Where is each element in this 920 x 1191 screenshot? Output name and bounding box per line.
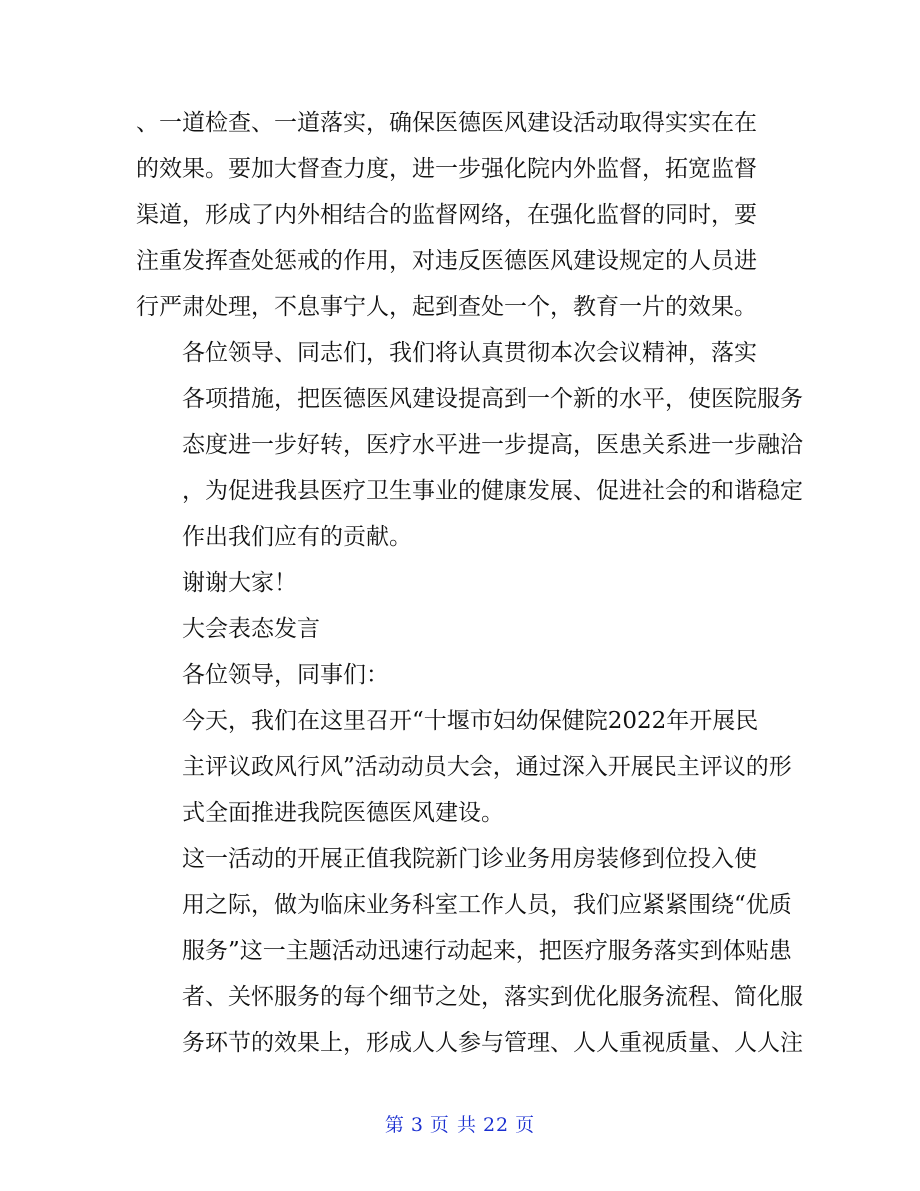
text-line: 今天，我们在这里召开“十堰市妇幼保健院2022年开展民 xyxy=(182,708,759,734)
text-line: 各项措施，把医德医风建设提高到一个新的水平，使医院服务 xyxy=(182,386,803,412)
paragraph xyxy=(136,100,786,330)
text-line: 服务”这一主题活动迅速行动起来，把医疗服务落实到体贴患 xyxy=(182,938,792,964)
text-line: 主评议政风行风”活动动员大会，通过深入开展民主评议的形 xyxy=(182,754,792,780)
document-body xyxy=(136,100,803,1066)
text-line: 、一道检查、一道落实，确保医德医风建设活动取得实实在在 xyxy=(136,110,757,136)
paragraph xyxy=(136,606,786,652)
paragraph xyxy=(136,836,803,1066)
text-line: 注重发挥查处惩戒的作用，对违反医德医风建设规定的人员进 xyxy=(136,248,757,274)
text-line: 用之际，做为临床业务科室工作人员，我们应紧紧围绕“优质 xyxy=(182,892,792,918)
footer-page-number: 3 xyxy=(410,1114,424,1136)
text-line: 态度进一步好转，医疗水平进一步提高，医患关系进一步融洽 xyxy=(182,432,803,458)
text-line: ，为促进我县医疗卫生事业的健康发展、促进社会的和谐稳定 xyxy=(182,478,803,504)
text-line: 大会表态发言 xyxy=(182,616,320,642)
text-line: 式全面推进我院医德医风建设。 xyxy=(182,800,504,826)
text-line: 者、关怀服务的每个细节之处，落实到优化服务流程、简化服 xyxy=(182,984,803,1010)
footer-total-pages: 22 xyxy=(482,1114,510,1136)
text-line: 行严肃处理，不息事宁人，起到查处一个，教育一片的效果。 xyxy=(136,294,757,320)
footer-middle: 页 共 xyxy=(429,1114,477,1136)
text-line: 作出我们应有的贡献。 xyxy=(182,524,412,550)
paragraph xyxy=(136,560,786,606)
footer-suffix: 页 xyxy=(515,1114,536,1136)
footer-prefix: 第 xyxy=(384,1114,405,1136)
paragraph xyxy=(136,330,803,560)
paragraph xyxy=(136,652,786,698)
text-line: 各位领导，同事们： xyxy=(182,662,389,688)
text-line: 的效果。要加大督查力度，进一步强化院内外监督，拓宽监督 xyxy=(136,156,757,182)
paragraph xyxy=(136,698,792,836)
text-line: 谢谢大家！ xyxy=(182,570,297,596)
text-line: 各位领导、同志们，我们将认真贯彻本次会议精神，落实 xyxy=(182,340,757,366)
text-line: 务环节的效果上，形成人人参与管理、人人重视质量、人人注 xyxy=(182,1030,803,1056)
text-line: 这一活动的开展正值我院新门诊业务用房装修到位投入使 xyxy=(182,846,757,872)
page-footer xyxy=(0,1110,920,1137)
text-line: 渠道，形成了内外相结合的监督网络，在强化监督的同时，要 xyxy=(136,202,757,228)
